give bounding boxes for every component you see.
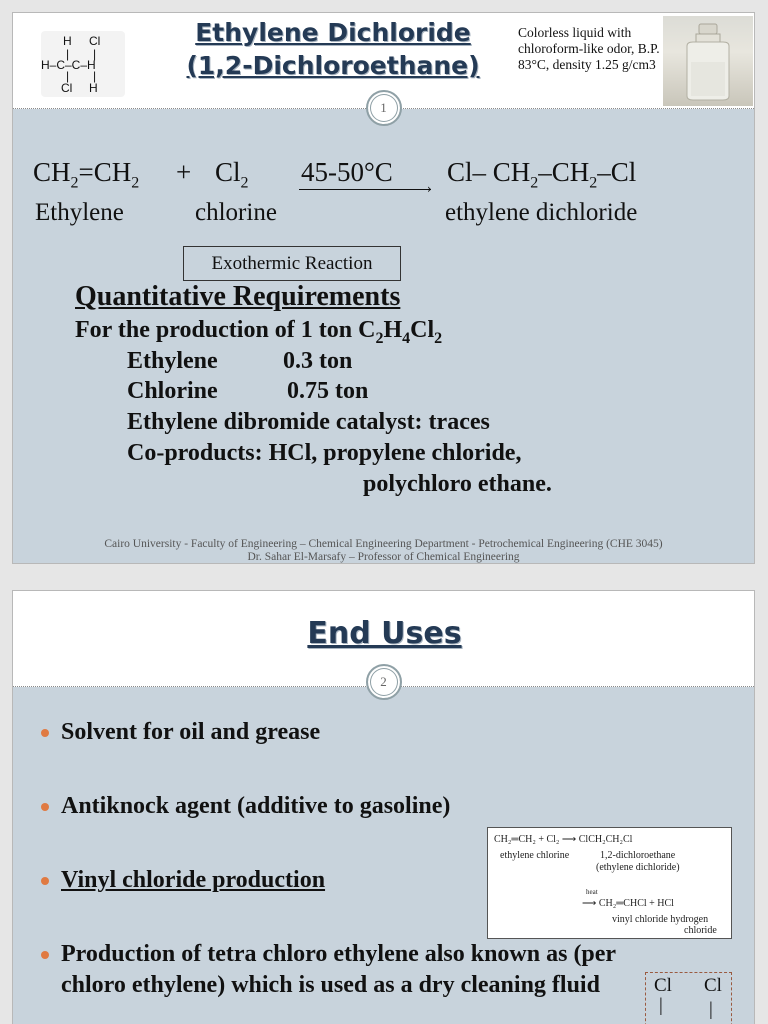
name-chlorine: chlorine xyxy=(195,199,277,226)
bullet-text-1: Solvent for oil and grease xyxy=(61,719,321,745)
structural-formula xyxy=(41,31,125,97)
bullet-dot-icon xyxy=(41,951,49,959)
requirements-intro: For the production of 1 ton $C_2H_4Cl_2$ xyxy=(75,317,443,347)
bullet-text-4: Production of tetra chloro ethylene also known as (per chloro ethylene) which is used as a dry cleaning fluid xyxy=(61,941,616,998)
catalyst-line: Ethylene dibromide catalyst: traces xyxy=(127,409,490,435)
name-edc: ethylene dichloride xyxy=(445,199,638,226)
bullet-dot-icon xyxy=(41,803,49,811)
coproducts-line-2: polychloro ethane. xyxy=(363,471,552,497)
reaction-scheme-box xyxy=(487,827,732,939)
title-line-1: Ethylene Dichloride xyxy=(195,18,471,47)
struct-bond-top2: | xyxy=(93,47,97,61)
struct-bottom-h: H xyxy=(89,81,98,95)
ethylene-value: 0.3 ton xyxy=(283,348,353,374)
rxn-line-1: CH₂═CH₂ + Cl₂ ⟶ ClCH₂CH₂Cl xyxy=(494,834,633,845)
slide-number-2: 2 xyxy=(366,664,402,700)
struct-middle: H–C–C–H xyxy=(41,58,96,72)
cl-right: Cl xyxy=(704,975,722,996)
rxn-line-3: (ethylene dichloride) xyxy=(596,862,680,873)
reaction-condition: 45-50°C xyxy=(301,157,393,187)
bond-left: | xyxy=(659,995,663,1016)
bullet-dot-icon xyxy=(41,877,49,885)
chlorine-label: Chlorine xyxy=(127,378,218,404)
rxn-line-4: ⟶ CH₂═CHCl + HCl xyxy=(582,898,674,909)
rxn-heat: heat xyxy=(586,888,598,896)
bullet-item-1 xyxy=(35,717,715,748)
footer-line-1: Cairo University - Faculty of Engineering – Chemical Engineering Department - Petrochemical Engineering (CHE 3045) xyxy=(104,538,663,550)
rxn-line-6: chloride xyxy=(684,925,717,936)
bullet-text-3: Vinyl chloride production xyxy=(61,867,326,893)
slide-2 xyxy=(12,590,755,1024)
struct-top-cl: Cl xyxy=(89,34,101,48)
footer-line-2: Dr. Sahar El-Marsafy – Professor of Chemical Engineering xyxy=(247,551,520,563)
struct-bond-bot2: | xyxy=(93,69,97,83)
slide-1 xyxy=(12,12,755,564)
requirements-heading: Quantitative Requirements xyxy=(75,281,401,312)
struct-bond-top1: | xyxy=(66,47,70,61)
rxn-line-2b: 1,2-dichloroethane xyxy=(600,850,676,861)
title-line-2: (1,2-Dichloroethane) xyxy=(186,51,480,80)
rxn-line-2a: ethylene chlorine xyxy=(500,850,570,861)
reactant-ethylene: $CH_2=CH_2$ xyxy=(33,157,140,192)
slide-1-title xyxy=(163,16,503,82)
perchloroethylene-structure xyxy=(645,972,732,1024)
rxn-line-5: vinyl chloride hydrogen xyxy=(612,914,709,925)
properties-text: Colorless liquid with chloroform-like odor, B.P. 83°C, density 1.25 g/cm3 xyxy=(518,25,660,72)
bond-right: | xyxy=(709,999,713,1020)
reaction-arrow xyxy=(299,189,431,190)
slide-1-header xyxy=(13,13,754,115)
reactant-chlorine: $Cl_2$ xyxy=(215,157,249,192)
struct-bottom-cl: Cl xyxy=(61,81,73,95)
bottle-image xyxy=(663,16,753,106)
chlorine-value: 0.75 ton xyxy=(287,378,369,404)
struct-top-h: H xyxy=(63,34,72,48)
bullet-item-2 xyxy=(35,791,715,822)
bullet-item-4 xyxy=(35,939,735,1001)
slide-2-header xyxy=(13,591,754,687)
arrowhead-icon: › xyxy=(427,182,432,196)
coproducts-line-1: Co-products: HCl, propylene chloride, xyxy=(127,440,522,466)
bullet-dot-icon xyxy=(41,729,49,737)
product-edc: Cl– $CH_2-CH_2-Cl$ xyxy=(447,157,637,192)
plus-sign: + xyxy=(176,157,192,187)
struct-bond-bot1: | xyxy=(66,69,70,83)
bullet-text-2: Antiknock agent (additive to gasoline) xyxy=(61,793,451,819)
slide-2-title: End Uses xyxy=(307,616,462,651)
cl-left: Cl xyxy=(654,975,672,996)
ethylene-label: Ethylene xyxy=(127,348,218,374)
exothermic-label: Exothermic Reaction xyxy=(183,246,401,281)
bottle-illustration xyxy=(663,16,753,106)
name-ethylene: Ethylene xyxy=(35,199,124,226)
bullet-item-3 xyxy=(35,865,475,896)
slide-number-1: 1 xyxy=(366,90,402,126)
